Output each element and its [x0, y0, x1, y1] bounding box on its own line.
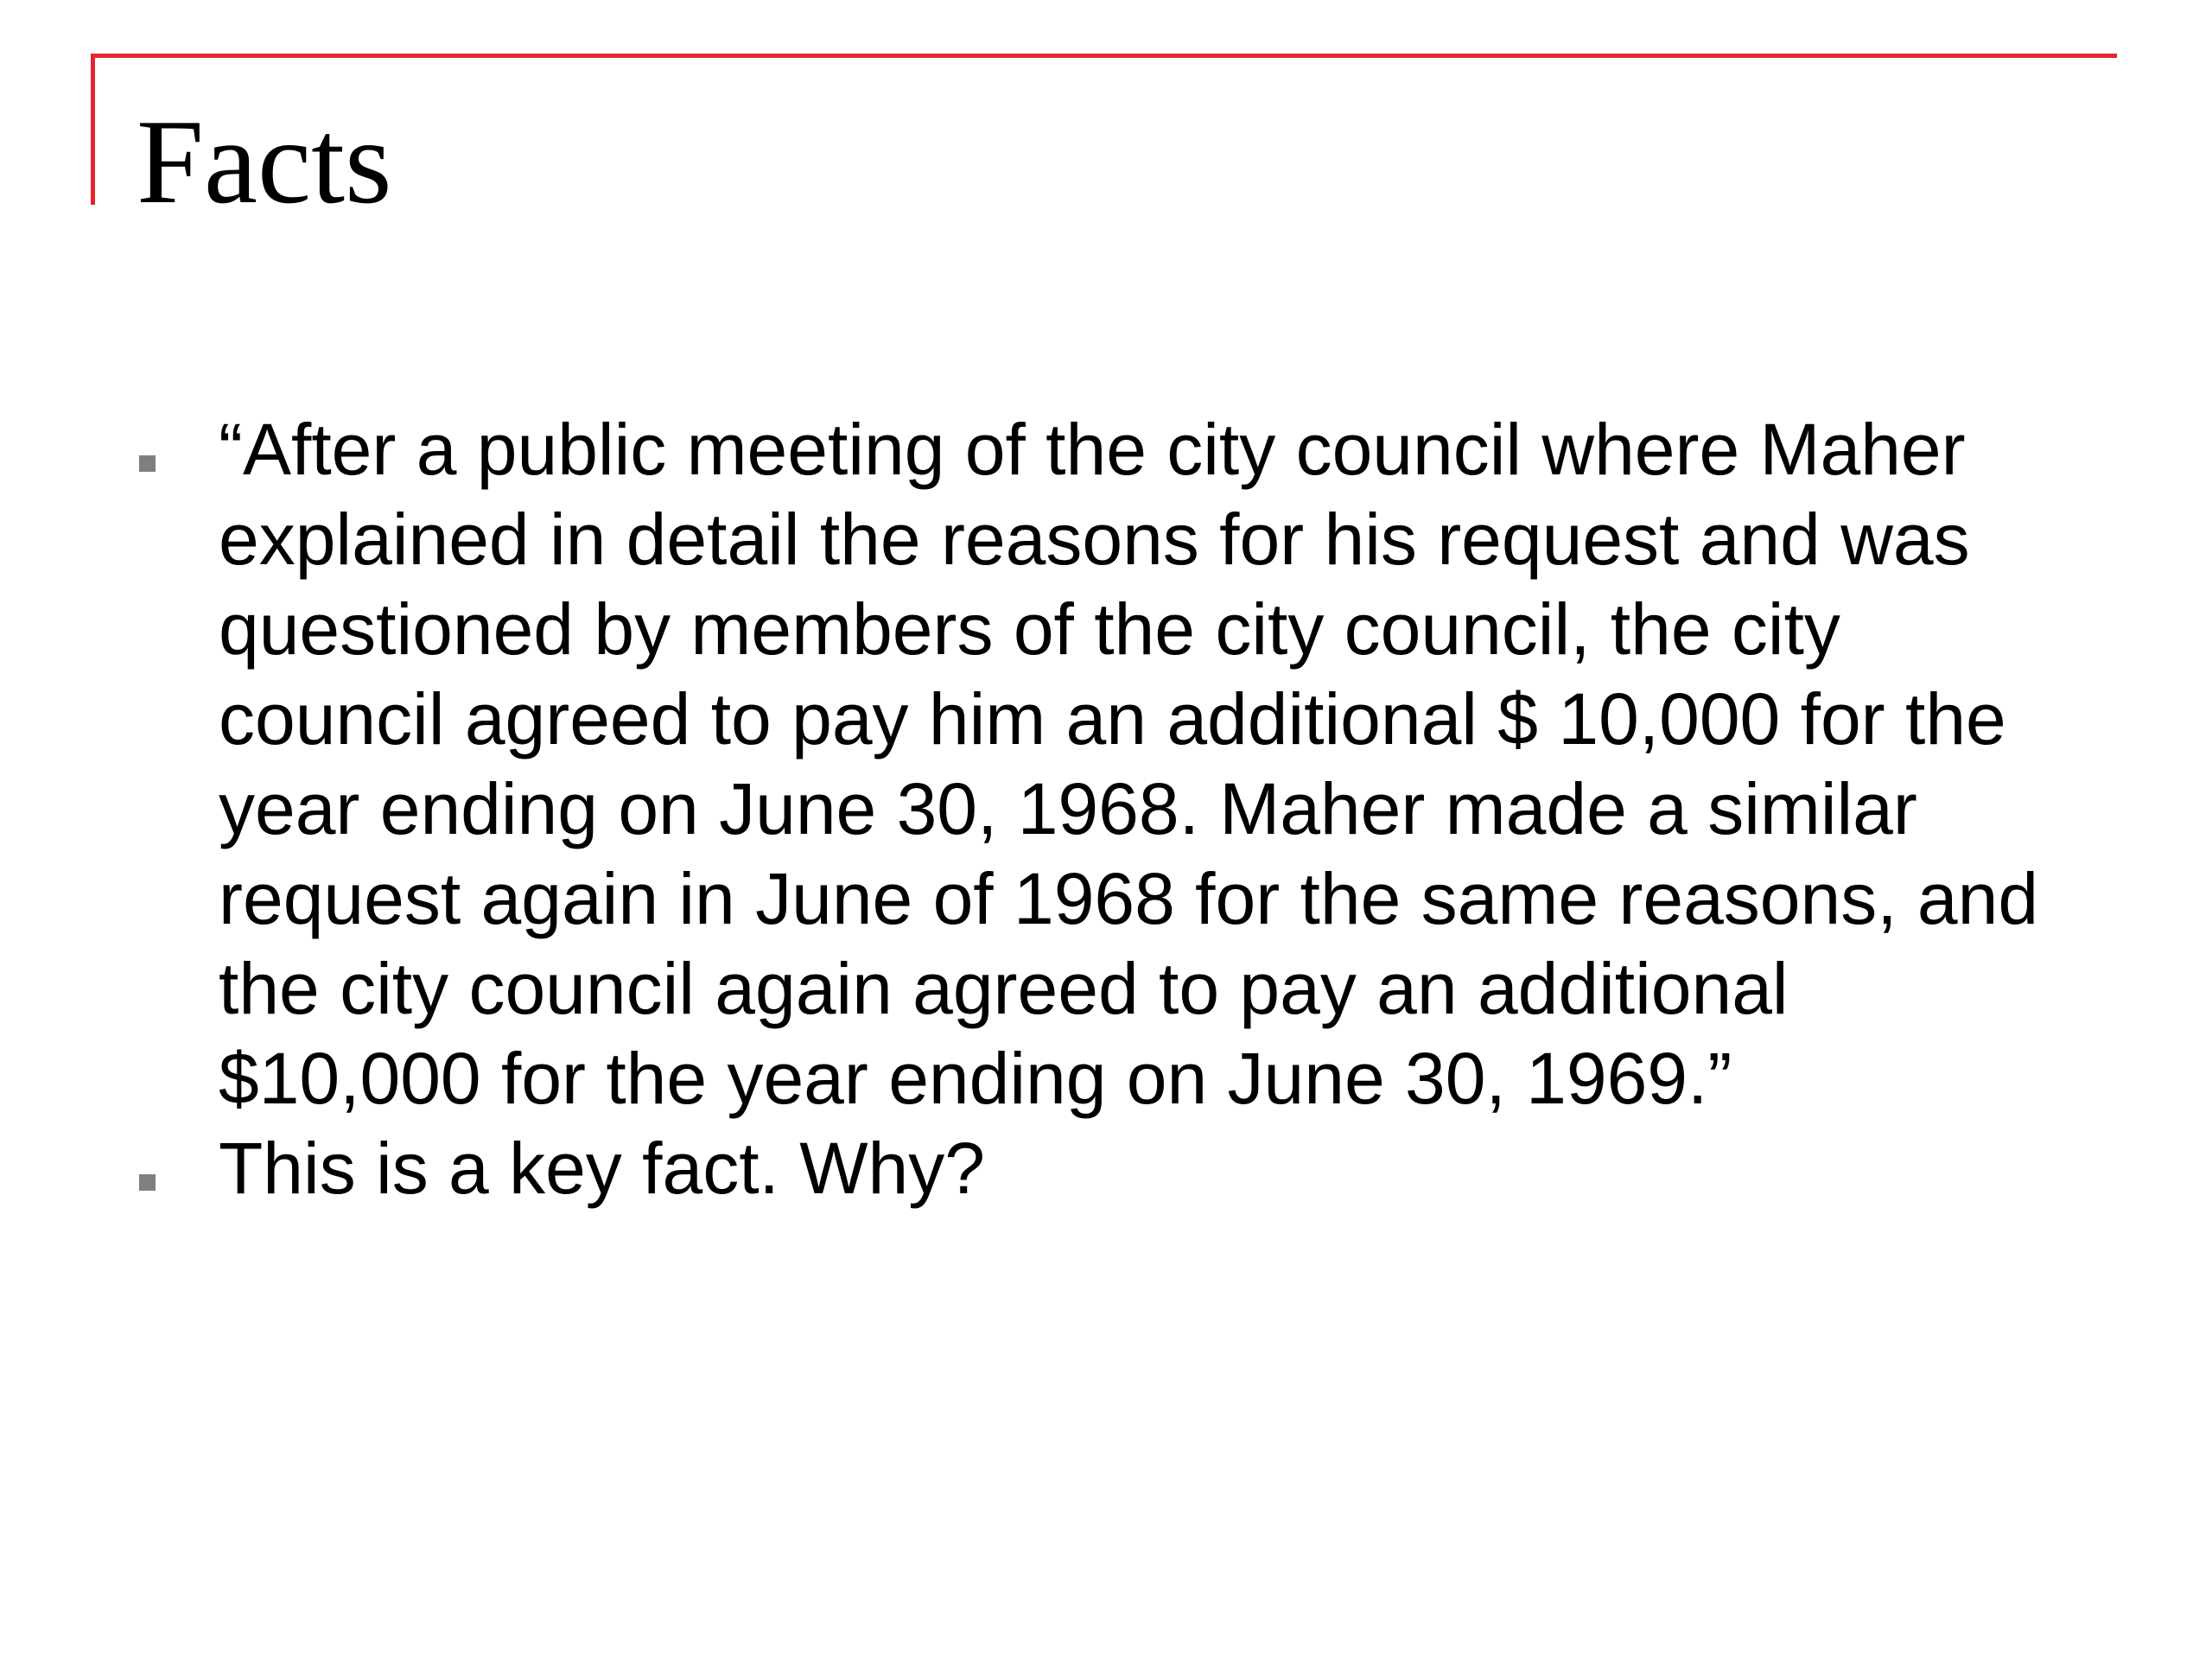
square-bullet-icon [139, 1174, 156, 1191]
title-accent-rule-left [91, 54, 95, 205]
bullet-text-quote: “After a public meeting of the city council where Maher explained in detail the reasons for his request and was questioned by members of the city council, the city council agreed to pay him an additional $ 10,000 for the year ending on June 30, 1968. Maher made a similar request again in June of 1968 for the same reasons, and the city council again agreed to pay an additional $10,000 for the year ending on June 30, 1969.” [219, 409, 2039, 1119]
bullet-text-question: This is a key fact. Why? [219, 1128, 985, 1209]
bullet-item-question [0, 1123, 2212, 1213]
bullet-list [0, 404, 2212, 1213]
title-accent-rule-top [91, 54, 2117, 58]
square-bullet-icon [139, 455, 156, 472]
slide-title: Facts [137, 95, 392, 229]
bullet-item-quote [0, 404, 2212, 1123]
